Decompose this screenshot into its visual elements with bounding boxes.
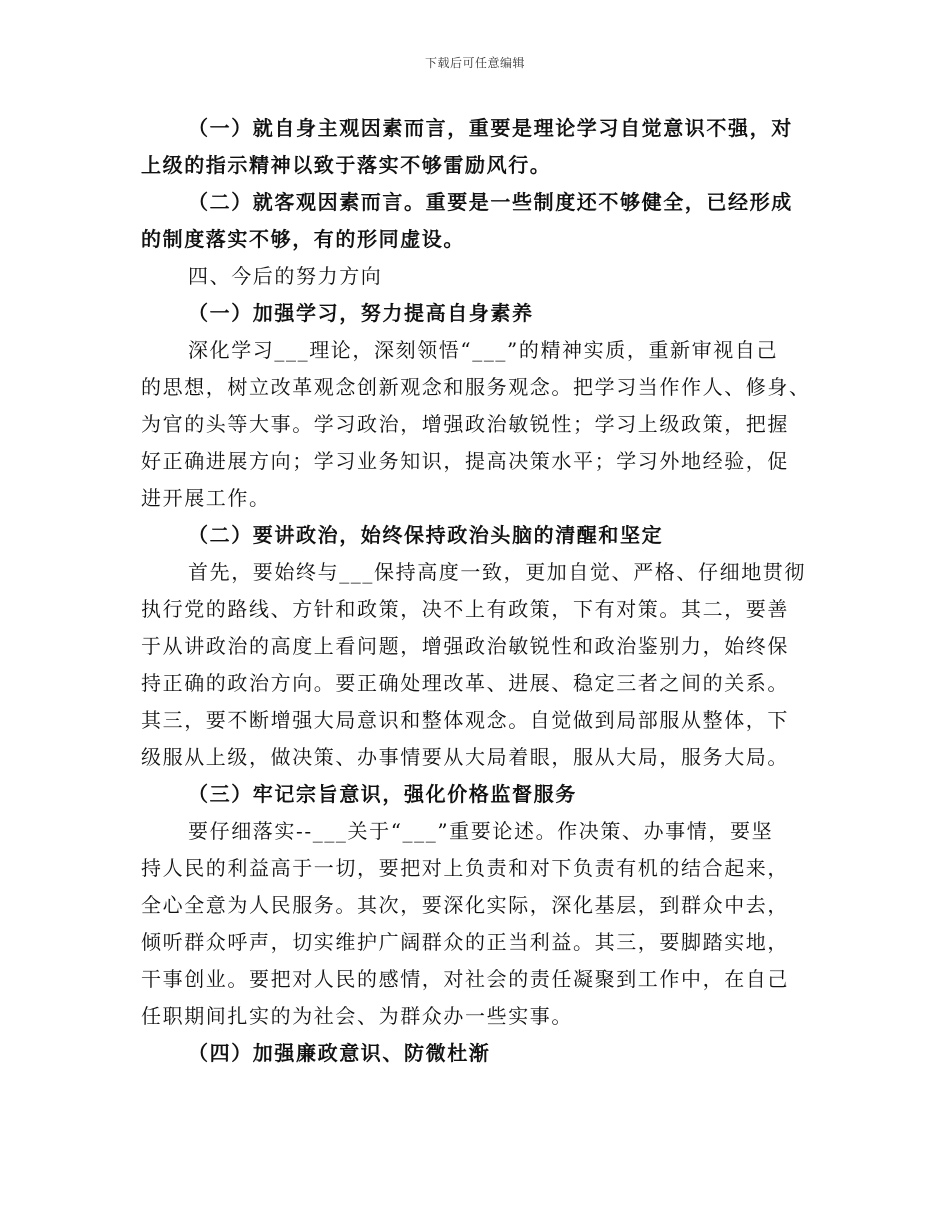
paragraph-line: 倾听群众呼声，切实维护广阔群众的正当利益。其三，要脚踏实地， xyxy=(141,930,789,954)
heading-line: 上级的指示精神以致于落实不够雷励风行。 xyxy=(141,153,552,177)
paragraph-line: 首先，要始终与___保持高度一致，更加自觉、严格、仔细地贯彻 xyxy=(188,560,806,584)
heading-line: （二）要讲政治，始终保持政治头脑的清醒和坚定 xyxy=(188,523,664,547)
paragraph-line: 任职期间扎实的为社会、为群众办一些实事。 xyxy=(141,1004,573,1028)
page-header: 下载后可任意编辑 xyxy=(424,56,525,70)
paragraph-line: 要仔细落实--___关于“___”重要论述。作决策、办事情，要坚 xyxy=(188,819,774,843)
document-body xyxy=(141,110,821,1072)
heading-line: 的制度落实不够，有的形同虚设。 xyxy=(141,227,465,251)
paragraph-line: 的思想，树立改革观念创新观念和服务观念。把学习当作作人、修身、 xyxy=(141,375,811,399)
paragraph-line: 深化学习___理论，深刻领悟“___”的精神实质，重新审视自己 xyxy=(188,338,779,362)
heading-line: （二）就客观因素而言。重要是一些制度还不够健全，已经形成 xyxy=(188,190,793,214)
paragraph-line: 其三，要不断增强大局意识和整体观念。自觉做到局部服从整体，下 xyxy=(141,708,789,732)
paragraph-line: 进开展工作。 xyxy=(141,486,271,510)
paragraph-line: 执行党的路线、方针和政策，决不上有政策，下有对策。其二，要善 xyxy=(141,597,789,621)
paragraph-line: 四、今后的努力方向 xyxy=(188,264,383,288)
paragraph-line: 好正确进展方向；学习业务知识，提高决策水平；学习外地经验，促 xyxy=(141,449,789,473)
heading-line: （一）加强学习，努力提高自身素养 xyxy=(188,301,534,325)
paragraph-line: 级服从上级，做决策、办事情要从大局着眼，服从大局，服务大局。 xyxy=(141,745,789,769)
heading-line: （三）牢记宗旨意识，强化价格监督服务 xyxy=(188,782,577,806)
paragraph-line: 全心全意为人民服务。其次，要深化实际，深化基层，到群众中去， xyxy=(141,893,789,917)
paragraph-line: 于从讲政治的高度上看问题，增强政治敏锐性和政治鉴别力，始终保 xyxy=(141,634,789,658)
paragraph-line: 为官的头等大事。学习政治，增强政治敏锐性；学习上级政策，把握 xyxy=(141,412,789,436)
paragraph-line: 持人民的利益高于一切，要把对上负责和对下负责有机的结合起来， xyxy=(141,856,789,880)
paragraph-line: 持正确的政治方向。要正确处理改革、进展、稳定三者之间的关系。 xyxy=(141,671,789,695)
paragraph-line: 干事创业。要把对人民的感情，对社会的责任凝聚到工作中，在自己 xyxy=(141,967,789,991)
heading-line: （四）加强廉政意识、防微杜渐 xyxy=(188,1041,491,1065)
heading-line: （一）就自身主观因素而言，重要是理论学习自觉意识不强，对 xyxy=(188,116,793,140)
